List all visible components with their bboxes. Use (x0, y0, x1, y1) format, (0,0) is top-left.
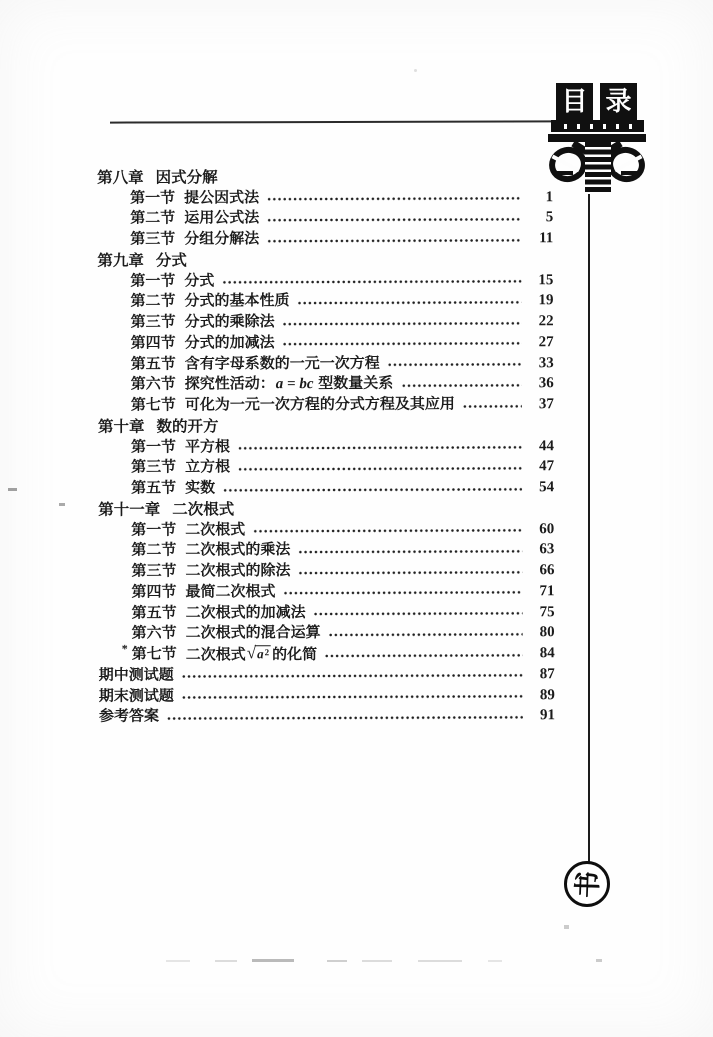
toc-section-number: 第五节 (131, 605, 177, 622)
toc-chapter-number: 第十一章 (98, 501, 161, 519)
toc-dot-leader (283, 341, 522, 348)
math-exponent: 2 (264, 647, 270, 658)
toc-page-number: 22 (538, 313, 554, 330)
toc-section-title: 立方根 (185, 459, 231, 476)
toc-section-number: 第三节 (131, 459, 177, 477)
scan-artifact (215, 960, 237, 962)
toc-dot-leader (182, 693, 523, 700)
toc-dot-leader (223, 486, 522, 493)
toc-section-number: * 第七节 (121, 641, 177, 663)
toc-section-number: 第三节 (130, 231, 176, 248)
toc-section-row (98, 560, 554, 582)
toc-page-number: 37 (538, 396, 554, 413)
toc-dot-leader (182, 673, 523, 680)
toc-section-number: 第二节 (130, 293, 176, 311)
toc-page-number: 89 (539, 686, 555, 703)
toc-title-char-lu-glyph: 录 (605, 87, 632, 116)
ornament-striped-column (585, 142, 611, 194)
toc-section-row (99, 623, 555, 645)
toc-section-row (97, 291, 553, 313)
toc-title-char-lu (600, 83, 637, 121)
toc-item-title: 期中测试题 (98, 667, 174, 684)
ornament-vertical-line (588, 194, 590, 862)
scan-artifact (327, 960, 347, 962)
toc-item-title: 期末测试题 (98, 688, 174, 705)
toc-section-number: 第三节 (130, 314, 176, 331)
toc-section-number: 第四节 (131, 584, 177, 601)
toc-dot-leader (314, 610, 523, 617)
toc-dot-leader (267, 237, 521, 244)
scan-artifact (59, 503, 65, 506)
toc-section-title: 二次根式的加减法 (185, 604, 306, 622)
toc-section-row (98, 519, 554, 541)
toc-section-title: 探究性活动：a = bc 型数量关系 (184, 376, 394, 393)
toc-dot-leader (238, 444, 522, 451)
header-rule (110, 120, 555, 123)
ornament-dash (557, 171, 573, 175)
toc-page-number: 11 (539, 230, 554, 247)
toc-page-number: 87 (539, 666, 555, 683)
math-variable: a (257, 646, 264, 662)
toc-chapter-number: 第八章 (97, 169, 144, 187)
toc-page-number: 75 (539, 603, 555, 620)
toc-page-number: 1 (545, 188, 554, 205)
optional-section-asterisk: * (121, 641, 128, 656)
ornament-dash (561, 178, 571, 181)
toc-section-title: 二次根式的除法 (185, 563, 291, 580)
toc-chapter-title: 因式分解 (155, 169, 218, 187)
toc-section-row (98, 436, 554, 458)
toc-section-row (98, 374, 554, 396)
toc-dot-leader (284, 590, 523, 597)
toc-section-row (97, 208, 553, 230)
toc-section-number: 第六节 (130, 376, 176, 394)
toc-section-number: 第二节 (130, 210, 176, 228)
toc-dot-leader (298, 299, 522, 306)
scan-artifact (488, 960, 502, 962)
toc-dot-leader (329, 631, 523, 638)
toc-section-row (98, 581, 554, 603)
toc-section-number: 第一节 (130, 190, 176, 207)
toc-dot-leader (167, 714, 523, 721)
toc-section-number: 第一节 (131, 522, 177, 539)
ornament-tick-pattern (554, 124, 641, 129)
toc-section-title: 可化为一元一次方程的分式方程及其应用 (184, 396, 455, 414)
toc-chapter-row (98, 498, 554, 520)
toc-title-char-mu-glyph: 目 (561, 87, 588, 116)
toc-section-title: 二次根式 √ $a^2$ 的化简 (185, 643, 318, 664)
toc-section-number: 第五节 (130, 356, 176, 373)
toc-section-number: 第一节 (130, 273, 176, 290)
toc-section-row (98, 332, 554, 354)
toc-section-number: 第七节 (130, 397, 176, 414)
toc-section-row (98, 457, 554, 479)
scan-artifact (8, 488, 17, 491)
toc-section-title: 平方根 (184, 438, 231, 456)
toc-dot-leader (238, 465, 522, 472)
toc-page-number: 15 (538, 271, 554, 288)
toc-section-title: 分组分解法 (184, 231, 260, 248)
toc-section-number: 第一节 (130, 439, 177, 456)
toc-section-title: 二次根式的混合运算 (185, 625, 321, 642)
toc-section-title: 二次根式的乘法 (185, 542, 291, 559)
toc-title-char-mu (556, 83, 593, 121)
toc-page-number: 66 (539, 562, 555, 579)
ornament-solid-bar (548, 134, 646, 142)
toc-dot-leader (325, 652, 523, 659)
toc-item-title: 参考答案 (98, 708, 159, 726)
toc-section-number: 第三节 (131, 563, 177, 580)
ornament-dash (623, 178, 633, 181)
toc-dot-leader (463, 403, 522, 409)
toc-dot-leader (253, 527, 522, 534)
scan-artifact (418, 960, 462, 962)
toc-chapter-number: 第十章 (97, 418, 145, 436)
toc-section-title: 提公因式法 (184, 189, 260, 207)
toc-page-number: 47 (539, 458, 555, 475)
toc-chapter-row (97, 166, 553, 188)
toc-section-title: 最简二次根式 (185, 584, 276, 601)
scan-artifact (596, 959, 602, 962)
toc-item-row (99, 706, 555, 728)
toc-page-number: 54 (539, 479, 555, 496)
toc-section-title: 实数 (185, 480, 216, 497)
scan-artifact (362, 960, 392, 962)
toc-section-title: 分式的加减法 (184, 335, 275, 352)
math-expression: a = bc (275, 376, 314, 393)
ornament-knot (548, 142, 646, 198)
toc-dot-leader (267, 216, 521, 223)
toc-chapter-row (98, 415, 554, 437)
toc-page-number: 36 (538, 375, 554, 392)
toc-chapter-number: 第九章 (97, 252, 144, 270)
toc-dot-leader (401, 382, 522, 388)
toc-section-number: 第六节 (131, 625, 177, 643)
toc-dot-leader (388, 361, 522, 367)
scan-artifact (564, 925, 569, 929)
toc-section-row (98, 477, 554, 499)
toc-chapter-title: 数的开方 (156, 418, 219, 436)
toc-dot-leader (298, 569, 522, 576)
toc-page-number: 91 (539, 707, 555, 724)
book-stamp-glyph: 书 (572, 870, 603, 899)
toc-section-row (98, 540, 554, 562)
toc-section-row (99, 602, 555, 624)
toc-chapter-title: 分式 (155, 252, 187, 270)
toc-page-number: 44 (538, 437, 555, 454)
toc-page-number: 33 (538, 354, 554, 371)
toc-section-title: 运用公式法 (184, 210, 260, 227)
toc-page-number: 63 (539, 541, 555, 558)
scan-artifact (166, 960, 190, 962)
scan-artifact (252, 959, 294, 962)
radicand (255, 645, 271, 661)
toc-section-row (98, 394, 554, 416)
toc-section-title: 分式的基本性质 (184, 293, 290, 310)
toc-section-row (97, 228, 553, 250)
ornament-dash (621, 171, 637, 175)
ornament-tick-bar (551, 120, 644, 132)
toc-item-row (99, 685, 555, 707)
toc-page-number: 80 (539, 624, 555, 641)
scan-artifact (414, 69, 417, 72)
toc-section-row (98, 353, 554, 375)
book-stamp-icon (564, 861, 610, 907)
toc-page-number: 27 (538, 334, 554, 351)
toc-section-number: 第二节 (131, 542, 177, 560)
toc-section-title: 分式的乘除法 (184, 314, 275, 331)
toc-section-row (97, 270, 553, 292)
toc-item-row (99, 664, 555, 686)
sqrt-expression (247, 645, 271, 661)
toc-section-row (98, 311, 554, 333)
toc-page-number: 5 (545, 209, 554, 226)
toc-section-title: 分式 (184, 273, 215, 290)
toc-page-number: 19 (538, 292, 554, 309)
toc-section-row (97, 187, 553, 209)
toc-section-number: 第五节 (131, 480, 177, 497)
toc-chapter-row (97, 249, 553, 271)
toc-page-number: 71 (539, 583, 555, 600)
toc-section-number: 第四节 (130, 335, 176, 352)
toc-page-number: 84 (539, 645, 555, 662)
toc-list (97, 166, 555, 728)
toc-dot-leader (298, 548, 522, 555)
toc-page-number: 60 (539, 520, 555, 537)
toc-dot-leader (222, 278, 521, 285)
toc-section-row (99, 643, 555, 665)
toc-dot-leader (267, 195, 521, 202)
toc-chapter-title: 二次根式 (172, 500, 235, 519)
toc-section-title: 二次根式 (185, 521, 246, 539)
toc-dot-leader (283, 320, 522, 327)
toc-section-title: 含有字母系数的一元一次方程 (184, 355, 380, 373)
radical-sign: √ (246, 643, 257, 663)
